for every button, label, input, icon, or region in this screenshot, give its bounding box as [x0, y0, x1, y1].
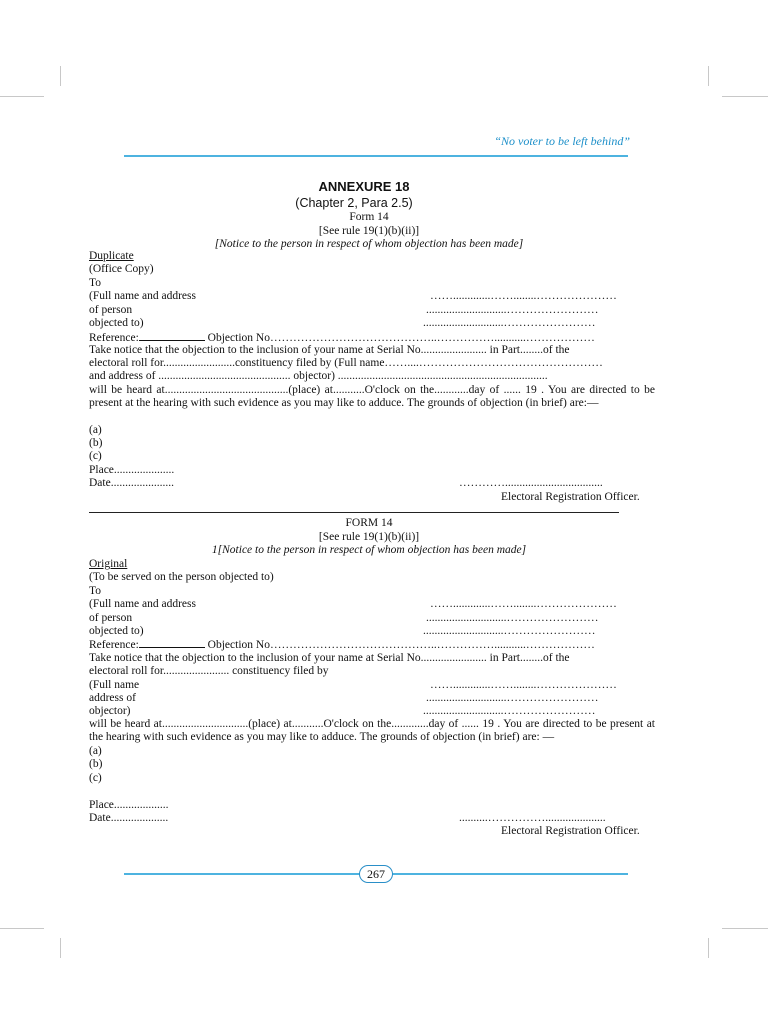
address-label-1: (Full name and address	[89, 290, 196, 302]
objector-label-2: address of	[89, 692, 136, 704]
notice-text-3: and address of .............................................. objector) .........................................................................	[89, 370, 548, 382]
address-dots-2: ............................……………………	[426, 304, 599, 316]
form-label: Form 14	[349, 211, 389, 223]
notice-text-2: electoral roll for.........................constituency filed by (Full name……....…………………………………………	[89, 357, 603, 369]
annexure-title: ANNEXURE 18	[318, 179, 410, 194]
crop-mark	[722, 96, 768, 97]
notice-heading: [Notice to the person in respect of whom objection has been made]	[214, 238, 524, 250]
crop-mark	[0, 96, 44, 97]
objection-no-2: Objection No……………………………………..……………...........………………	[204, 639, 595, 651]
address-dots-3: ............................……………………	[423, 317, 596, 329]
ground-a: (a)	[89, 424, 102, 436]
header-quote: “No voter to be left behind”	[494, 134, 630, 148]
objector-dots-3: ............................……………………	[423, 705, 596, 717]
reference-line	[89, 331, 595, 345]
place-line-2: Place...................	[89, 799, 169, 811]
ground-a-2: (a)	[89, 745, 102, 757]
ground-b-2: (b)	[89, 758, 103, 770]
ground-c: (c)	[89, 450, 102, 462]
signature-label-2: Electoral Registration Officer.	[501, 825, 640, 837]
hearing-paragraph-2: will be heard at..............................(place) at...........O'clock on the.............day of ...... 19 . You are directed to be present at the hearing with such evidence as you may like to adduce. The grounds of objection (in brief) are: —	[89, 718, 655, 744]
address-label-2: of person	[89, 304, 133, 316]
hearing-paragraph: will be heard at...........................................(place) at...........O'clock on the............day of ...... 19 . You are directed to be present at the hearing with such evidence as you may like to adduce. The grounds of objection (in brief) are:—	[89, 384, 655, 410]
notice-heading-2: 1[Notice to the person in respect of whom objection has been made]	[211, 544, 527, 556]
notice-text-2-1: Take notice that the objection to the inclusion of your name at Serial No....................... in Part........of the	[89, 652, 570, 664]
address-dots-2-2: ............................……………………	[426, 612, 599, 624]
address-dots-2-3: ............................……………………	[423, 625, 596, 637]
copy-note-2: (To be served on the person objected to)	[89, 571, 274, 583]
signature-dots-2: ..........…………….....................	[459, 812, 606, 824]
reference-label-2: Reference:	[89, 639, 139, 651]
notice-text-1: Take notice that the objection to the inclusion of your name at Serial No....................... in Part........of the	[89, 344, 570, 356]
reference-label: Reference:	[89, 332, 139, 344]
address-label-2-1: (Full name and address	[89, 598, 196, 610]
reference-blank	[139, 331, 205, 341]
page-number: 267	[359, 865, 393, 883]
crop-mark	[708, 66, 709, 86]
copy-type: Duplicate	[89, 250, 134, 262]
reference-line-2	[89, 638, 595, 652]
address-label-3: objected to)	[89, 317, 144, 329]
rule-reference-2: [See rule 19(1)(b)(ii)]	[318, 531, 420, 543]
objector-label-1: (Full name	[89, 679, 140, 691]
place-line: Place.....................	[89, 464, 175, 476]
objection-no: Objection No……………………………………..……………...........………………	[204, 332, 595, 344]
crop-mark	[60, 66, 61, 86]
to-label-2: To	[89, 585, 101, 597]
ground-c-2: (c)	[89, 772, 102, 784]
date-line-2: Date....................	[89, 812, 169, 824]
header-rule	[124, 155, 628, 157]
rule-reference: [See rule 19(1)(b)(ii)]	[318, 225, 420, 237]
address-dots-1: …….............……........…………………	[430, 290, 617, 302]
crop-mark	[60, 938, 61, 958]
address-label-2-2: of person	[89, 612, 133, 624]
objector-dots-1: …….............……........…………………	[430, 679, 617, 691]
crop-mark	[708, 938, 709, 958]
signature-label: Electoral Registration Officer.	[501, 491, 640, 503]
address-label-2-3: objected to)	[89, 625, 144, 637]
objector-dots-2: ............................……………………	[426, 692, 599, 704]
copy-note: (Office Copy)	[89, 263, 154, 275]
signature-dots: …………..................................	[459, 477, 603, 489]
notice-text-2-2: electoral roll for....................... constituency filed by	[89, 665, 329, 677]
copy-type-2: Original	[89, 558, 128, 570]
form-label-2: FORM 14	[345, 517, 393, 529]
ground-b: (b)	[89, 437, 103, 449]
reference-blank-2	[139, 638, 205, 648]
objector-label-3: objector)	[89, 705, 131, 717]
annexure-subtitle: (Chapter 2, Para 2.5)	[295, 196, 413, 210]
date-line: Date......................	[89, 477, 174, 489]
address-dots-2-1: …….............……........…………………	[430, 598, 617, 610]
crop-mark	[722, 928, 768, 929]
section-divider	[89, 512, 619, 513]
crop-mark	[0, 928, 44, 929]
to-label: To	[89, 277, 101, 289]
